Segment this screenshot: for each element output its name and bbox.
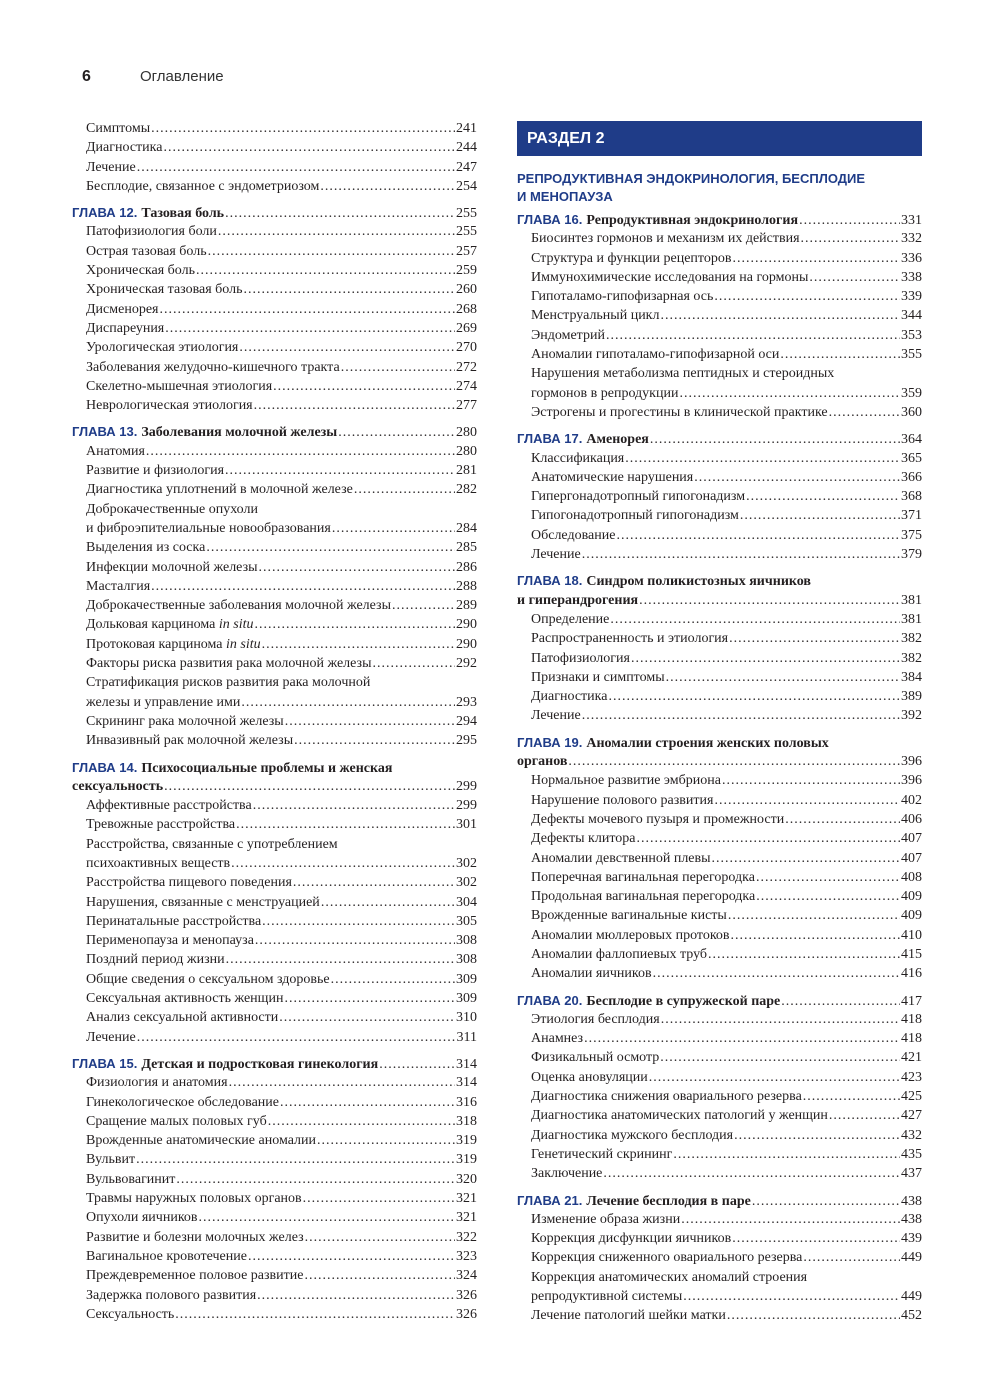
toc-item[interactable]: Выделения из соска ..... 285 <box>72 538 477 557</box>
toc-item[interactable]: Физиология и анатомия ..... 314 <box>72 1073 477 1092</box>
toc-item[interactable]: Анамнез ..... 418 <box>517 1029 922 1048</box>
toc-item[interactable]: Масталгия ..... 288 <box>72 577 477 596</box>
toc-item[interactable]: Тревожные расстройства ..... 301 <box>72 815 477 834</box>
toc-item[interactable]: Патофизиология ..... 382 <box>517 649 922 668</box>
toc-item[interactable]: Сексуальная активность женщин ..... 309 <box>72 989 477 1008</box>
toc-item[interactable]: Аномалии гипоталамо-гипофизарной оси ..... 355 <box>517 345 922 364</box>
toc-item-line[interactable]: Нарушения метаболизма пептидных и стероидных <box>531 366 835 382</box>
toc-item[interactable]: Перименопауза и менопауза ..... 308 <box>72 931 477 950</box>
toc-chapter-14[interactable]: ГЛАВА 14. Психосоциальные проблемы и женская <box>72 759 393 776</box>
toc-item[interactable]: Сращение малых половых губ ..... 318 <box>72 1112 477 1131</box>
toc-item[interactable]: Оценка ановуляции ..... 423 <box>517 1068 922 1087</box>
toc-chapter-19[interactable]: ГЛАВА 19. Аномалии строения женских половых <box>517 734 829 751</box>
toc-item[interactable]: Острая тазовая боль ..... 257 <box>72 242 477 261</box>
toc-item[interactable]: Диагностика уплотнений в молочной железе ..... 282 <box>72 480 477 499</box>
toc-item[interactable]: Диспареуния ..... 269 <box>72 319 477 338</box>
toc-item[interactable]: Коррекция дисфункции яичников ..... 439 <box>517 1229 922 1248</box>
toc-item[interactable]: Нарушения, связанные с менструацией ..... 304 <box>72 893 477 912</box>
toc-item[interactable]: Лечение патологий шейки матки ..... 452 <box>517 1306 922 1325</box>
toc-item[interactable]: Анатомические нарушения ..... 366 <box>517 468 922 487</box>
toc-item[interactable]: и фиброэпителиальные новообразования ..... 284 <box>72 519 477 538</box>
toc-item[interactable]: Диагностика ..... 389 <box>517 687 922 706</box>
toc-item[interactable]: Биосинтез гормонов и механизм их действия ..... 332 <box>517 229 922 248</box>
toc-item[interactable]: железы и управление ими ..... 293 <box>72 693 477 712</box>
toc-item[interactable]: гормонов в репродукции ..... 359 <box>517 384 922 403</box>
toc-item[interactable]: Инвазивный рак молочной железы ..... 295 <box>72 731 477 750</box>
toc-item[interactable]: Физикальный осмотр ..... 421 <box>517 1048 922 1067</box>
toc-item[interactable]: Классификация ..... 365 <box>517 449 922 468</box>
toc-chapter-20[interactable]: ГЛАВА 20. Бесплодие в супружеской паре ..... 417 <box>517 991 922 1010</box>
toc-item[interactable]: Общие сведения о сексуальном здоровье ..... 309 <box>72 970 477 989</box>
toc-item[interactable]: Протоковая карцинома in situ ..... 290 <box>72 635 477 654</box>
toc-item[interactable]: Дисменорея ..... 268 <box>72 300 477 319</box>
toc-item[interactable]: Лечение ..... 379 <box>517 545 922 564</box>
toc-item[interactable]: репродуктивной системы ..... 449 <box>517 1287 922 1306</box>
toc-item[interactable]: Этиология бесплодия ..... 418 <box>517 1010 922 1029</box>
toc-item[interactable]: Иммунохимические исследования на гормоны ..... 338 <box>517 268 922 287</box>
section-subtitle: РЕПРОДУКТИВНАЯ ЭНДОКРИНОЛОГИЯ, БЕСПЛОДИЕ И МЕНОПАУЗА <box>517 171 866 204</box>
toc-item[interactable]: Дефекты клитора ..... 407 <box>517 829 922 848</box>
toc-item[interactable]: Бесплодие, связанное с эндометриозом ..... 254 <box>72 177 477 196</box>
toc-item[interactable]: Продольная вагинальная перегородка ..... 409 <box>517 887 922 906</box>
toc-item[interactable]: Хроническая боль ..... 259 <box>72 261 477 280</box>
toc-chapter-15[interactable]: ГЛАВА 15. Детская и подростковая гинекология ..... 314 <box>72 1054 477 1073</box>
page-header <box>82 68 224 88</box>
section-banner: РАЗДЕЛ 2 <box>517 121 922 156</box>
toc-item[interactable]: Доброкачественные заболевания молочной железы ..... 289 <box>72 596 477 615</box>
toc-item[interactable]: Урологическая этиология ..... 270 <box>72 338 477 357</box>
toc-item[interactable]: Развитие и болезни молочных желез ..... 322 <box>72 1228 477 1247</box>
toc-item[interactable]: Диагностика ..... 244 <box>72 138 477 157</box>
toc-item[interactable]: психоактивных веществ ..... 302 <box>72 854 477 873</box>
toc-chapter-21[interactable]: ГЛАВА 21. Лечение бесплодия в паре ..... 438 <box>517 1191 922 1210</box>
toc-item[interactable]: Развитие и физиология ..... 281 <box>72 461 477 480</box>
toc-item[interactable]: Диагностика мужского бесплодия ..... 432 <box>517 1126 922 1145</box>
toc-item[interactable]: Эндометрий ..... 353 <box>517 326 922 345</box>
toc-item[interactable]: Анализ сексуальной активности ..... 310 <box>72 1008 477 1027</box>
toc-item[interactable]: Задержка полового развития ..... 326 <box>72 1286 477 1305</box>
toc-item[interactable]: Нормальное развитие эмбриона ..... 396 <box>517 771 922 790</box>
toc-item[interactable]: Заключение ..... 437 <box>517 1164 922 1183</box>
toc-item[interactable]: Перинатальные расстройства ..... 305 <box>72 912 477 931</box>
toc-item[interactable]: Признаки и симптомы ..... 384 <box>517 668 922 687</box>
toc-item[interactable]: Поздний период жизни ..... 308 <box>72 950 477 969</box>
toc-item[interactable]: Диагностика снижения овариального резерва ..... 425 <box>517 1087 922 1106</box>
page-title: Оглавление <box>140 68 224 85</box>
toc-item[interactable]: Вагинальное кровотечение ..... 323 <box>72 1247 477 1266</box>
toc-item[interactable]: Патофизиология боли ..... 255 <box>72 222 477 241</box>
toc-item[interactable]: Обследование ..... 375 <box>517 526 922 545</box>
toc-item[interactable]: Лечение ..... 392 <box>517 706 922 725</box>
toc-item[interactable]: Изменение образа жизни ..... 438 <box>517 1210 922 1229</box>
toc-chapter-18[interactable]: ГЛАВА 18. Синдром поликистозных яичников <box>517 573 811 590</box>
toc-item[interactable]: Преждевременное половое развитие ..... 324 <box>72 1266 477 1285</box>
toc-item[interactable]: Менструальный цикл ..... 344 <box>517 306 922 325</box>
toc-item[interactable]: Поперечная вагинальная перегородка ..... 408 <box>517 868 922 887</box>
toc-item[interactable]: Дефекты мочевого пузыря и промежности ..... 406 <box>517 810 922 829</box>
toc-item[interactable]: Генетический скрининг ..... 435 <box>517 1145 922 1164</box>
toc-item[interactable]: Скелетно-мышечная этиология ..... 274 <box>72 377 477 396</box>
toc-item[interactable]: Факторы риска развития рака молочной железы ..... 292 <box>72 654 477 673</box>
toc-left-column <box>72 119 477 1324</box>
toc-item-line[interactable]: Коррекция анатомических аномалий строения <box>531 1269 808 1285</box>
toc-item[interactable]: Аномалии девственной плевы ..... 407 <box>517 849 922 868</box>
toc-item[interactable]: Травмы наружных половых органов ..... 321 <box>72 1189 477 1208</box>
toc-item[interactable]: Диагностика анатомических патологий у женщин ..... 427 <box>517 1106 922 1125</box>
toc-item[interactable]: Распространенность и этиология ..... 382 <box>517 629 922 648</box>
toc-item[interactable]: Лечение ..... 311 <box>72 1028 477 1047</box>
toc-chapter-16[interactable]: ГЛАВА 16. Репродуктивная эндокринология ..... 331 <box>517 210 922 229</box>
toc-item[interactable]: Скрининг рака молочной железы ..... 294 <box>72 712 477 731</box>
toc-item[interactable]: Гипогонадотропный гипогонадизм ..... 371 <box>517 506 922 525</box>
toc-item-line[interactable]: Стратификация рисков развития рака молочной <box>86 675 371 691</box>
toc-item[interactable]: Инфекции молочной железы ..... 286 <box>72 558 477 577</box>
toc-item[interactable]: Лечение ..... 247 <box>72 158 477 177</box>
toc-chapter-14-cont[interactable]: сексуальность ..... 299 <box>72 777 477 796</box>
toc-item[interactable]: Аномалии мюллеровых протоков ..... 410 <box>517 926 922 945</box>
toc-item[interactable]: Эстрогены и прогестины в клинической практике ..... 360 <box>517 403 922 422</box>
toc-item[interactable]: Заболевания желудочно-кишечного тракта ..... 272 <box>72 358 477 377</box>
toc-item[interactable]: Дольковая карцинома in situ ..... 290 <box>72 615 477 634</box>
toc-item[interactable]: Сексуальность ..... 326 <box>72 1305 477 1324</box>
toc-chapter-18-cont[interactable]: и гиперандрогения ..... 381 <box>517 591 922 610</box>
toc-item[interactable]: Анатомия ..... 280 <box>72 442 477 461</box>
toc-item[interactable]: Врожденные вагинальные кисты ..... 409 <box>517 906 922 925</box>
page-number: 6 <box>82 68 91 85</box>
toc-item[interactable]: Определение ..... 381 <box>517 610 922 629</box>
toc-chapter-12[interactable]: ГЛАВА 12. Тазовая боль ..... 255 <box>72 203 477 222</box>
toc-item[interactable]: Аффективные расстройства ..... 299 <box>72 796 477 815</box>
toc-right-column <box>517 121 922 1326</box>
toc-item[interactable]: Врожденные анатомические аномалии ..... 319 <box>72 1131 477 1150</box>
toc-item[interactable]: Нарушение полового развития ..... 402 <box>517 791 922 810</box>
toc-item[interactable]: Аномалии фаллопиевых труб ..... 415 <box>517 945 922 964</box>
toc-chapter-17[interactable]: ГЛАВА 17. Аменорея ..... 364 <box>517 429 922 448</box>
toc-item-line[interactable]: Доброкачественные опухоли <box>86 501 258 517</box>
toc-item[interactable]: Коррекция сниженного овариального резерва ..... 449 <box>517 1248 922 1267</box>
toc-item[interactable]: Расстройства пищевого поведения ..... 302 <box>72 873 477 892</box>
toc-item[interactable]: Неврологическая этиология ..... 277 <box>72 396 477 415</box>
toc-item[interactable]: Гипоталамо-гипофизарная ось ..... 339 <box>517 287 922 306</box>
toc-item[interactable]: Аномалии яичников ..... 416 <box>517 964 922 983</box>
toc-item[interactable]: Хроническая тазовая боль ..... 260 <box>72 280 477 299</box>
toc-item[interactable]: Гинекологическое обследование ..... 316 <box>72 1093 477 1112</box>
toc-item-line[interactable]: Расстройства, связанные с употреблением <box>86 836 338 852</box>
toc-item[interactable]: Структура и функции рецепторов ..... 336 <box>517 249 922 268</box>
toc-item[interactable]: Опухоли яичников ..... 321 <box>72 1208 477 1227</box>
toc-chapter-19-cont[interactable]: органов ..... 396 <box>517 752 922 771</box>
toc-item[interactable]: Вульвовагинит ..... 320 <box>72 1170 477 1189</box>
toc-item[interactable]: Вульвит ..... 319 <box>72 1150 477 1169</box>
toc-chapter-13[interactable]: ГЛАВА 13. Заболевания молочной железы ..... 280 <box>72 422 477 441</box>
toc-item[interactable]: Гипергонадотропный гипогонадизм ..... 368 <box>517 487 922 506</box>
toc-item[interactable]: Симптомы ..... 241 <box>72 119 477 138</box>
